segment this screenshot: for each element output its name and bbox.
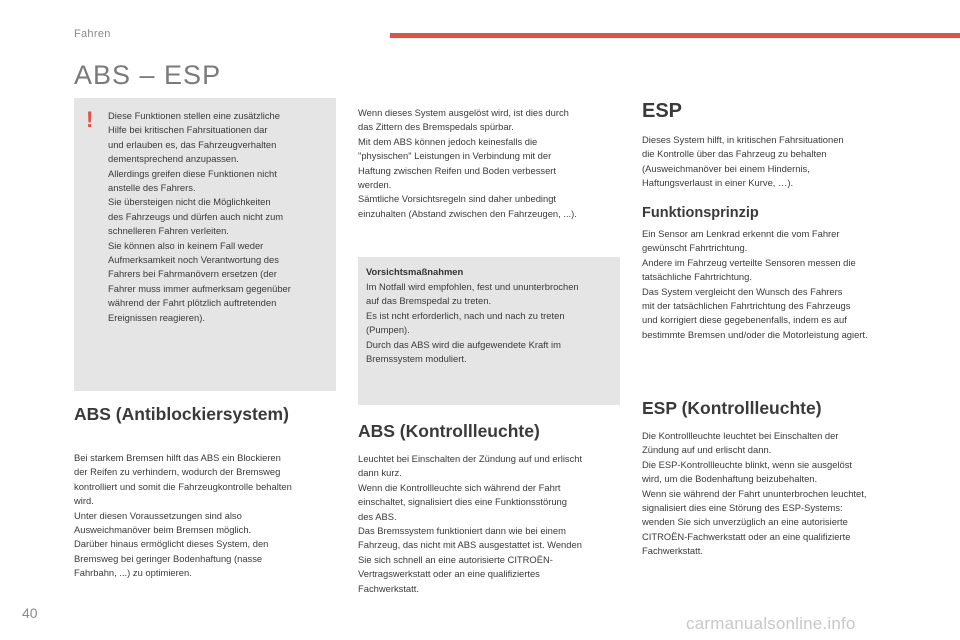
abs-heading: ABS (Antiblockiersystem)	[74, 404, 289, 424]
esp-text: Dieses System hilft, in kritischen Fahrsituationen die Kontrolle über das Fahrzeug zu behalten (Ausweichmanöver bei einem Hindernis, Haftungsverlaust in einer Kurve, …).	[642, 134, 844, 189]
abs-intro-text: Wenn dieses System ausgelöst wird, ist dies durch das Zittern des Bremspedals spürbar. Mit dem ABS können jedoch keinesfalls die "physischen" Leistungen in Verbindung mit der Haftung zwischen Reifen und Boden verbessert werden. Sämtliche Vorsichtsregeln sind daher unbedingt einzuhalten (Abstand zwischen den Fahrzeugen, ...).	[358, 107, 577, 219]
header-rule	[390, 33, 960, 38]
abs-warning-light-heading: ABS (Kontrollleuchte)	[358, 421, 540, 441]
esp-heading: ESP	[642, 100, 683, 122]
warning-text: Diese Funktionen stellen eine zusätzliche Hilfe bei kritischen Fahrsituationen dar und erlauben es, das Fahrzeugverhalten dementsprechend anzupassen. Allerdings greifen diese Funktionen nicht anstelle des Fahrers. Sie übersteigen nicht die Möglichkeiten des Fahrzeugs und dürfen auch nicht zum schnelleren Fahren verleiten. Sie können also in keinem Fall weder Aufmerksamkeit noch Verantwortung des Fahrers bei Fahrmanövern ersetzen (der Fahrer muss immer aufmerksam gegenüber während der Fahrt plötzlich auftretenden Ereignissen reagieren).	[108, 110, 291, 323]
section-label: Fahren	[74, 28, 111, 40]
watermark: carmanualsonline.info	[686, 614, 856, 633]
esp-warning-light-text: Die Kontrollleuchte leuchtet bei Einschalten der Zündung auf und erlischt dann. Die ESP-Kontrollleuchte blinkt, wenn sie ausgelöst wird, um die Bodenhaftung beizubehalten. Wenn sie während der Fahrt ununterbrochen leuchtet, signalisiert dies eine Störung des ESP-Systems: wenden Sie sich unverzüglich an eine autorisierte CITROËN-Fachwerkstatt oder an eine qualifizierte Fachwerkstatt.	[642, 430, 867, 557]
page-title: ABS – ESP	[74, 60, 222, 90]
abs-warning-light-text: Leuchtet bei Einschalten der Zündung auf und erlischt dann kurz. Wenn die Kontrollleuchte sich während der Fahrt einschaltet, signalisiert dies eine Funktionsstörung des ABS. Das Bremssystem funktioniert dann wie bei einem Fahrzeug, das nicht mit ABS ausgestattet ist. Wenden Sie sich schnell an eine autorisierte CITROËN- Vertragswerkstatt oder an eine qualifiziertes Fachwerkstatt.	[358, 453, 583, 594]
note-title: Vorsichtsmaßnahmen	[366, 266, 464, 277]
page-number: 40	[22, 605, 38, 621]
esp-warning-light-heading: ESP (Kontrollleuchte)	[642, 398, 822, 418]
note-text: Im Notfall wird empfohlen, fest und ununterbrochen auf das Bremspedal zu treten. Es ist ncht erforderlich, nach und nach zu treten (Pumpen). Durch das ABS wird die aufgewendete Kraft im Bremssystem moduliert.	[366, 281, 579, 365]
funktionsprinzip-heading: Funktionsprinzip	[642, 205, 759, 221]
abs-text: Bei starkem Bremsen hilft das ABS ein Blockieren der Reifen zu verhindern, wodurch der Bremsweg kontrolliert und somit die Fahrzeugkontrolle behalten wird. Unter diesen Voraussetzungen sind also Ausweichmanöver beim Bremsen möglich. Darüber hinaus ermöglicht dieses System, den Bremsweg bei geringer Bodenhaftung (nasse Fahrbahn, ...) zu optimieren.	[74, 452, 292, 579]
warning-icon: !	[86, 107, 94, 132]
funktionsprinzip-text: Ein Sensor am Lenkrad erkennt die vom Fahrer gewünscht Fahrtrichtung. Andere im Fahrzeug verteilte Sensoren messen die tatsächliche Fahrtrichtung. Das System vergleicht den Wunsch des Fahrers mit der tatsächlichen Fahrtrichtung des Fahrzeugs und korrigiert diese gegebenenfalls, indem es auf bestimmte Bremsen und/oder die Motorleistung agiert.	[642, 228, 868, 340]
